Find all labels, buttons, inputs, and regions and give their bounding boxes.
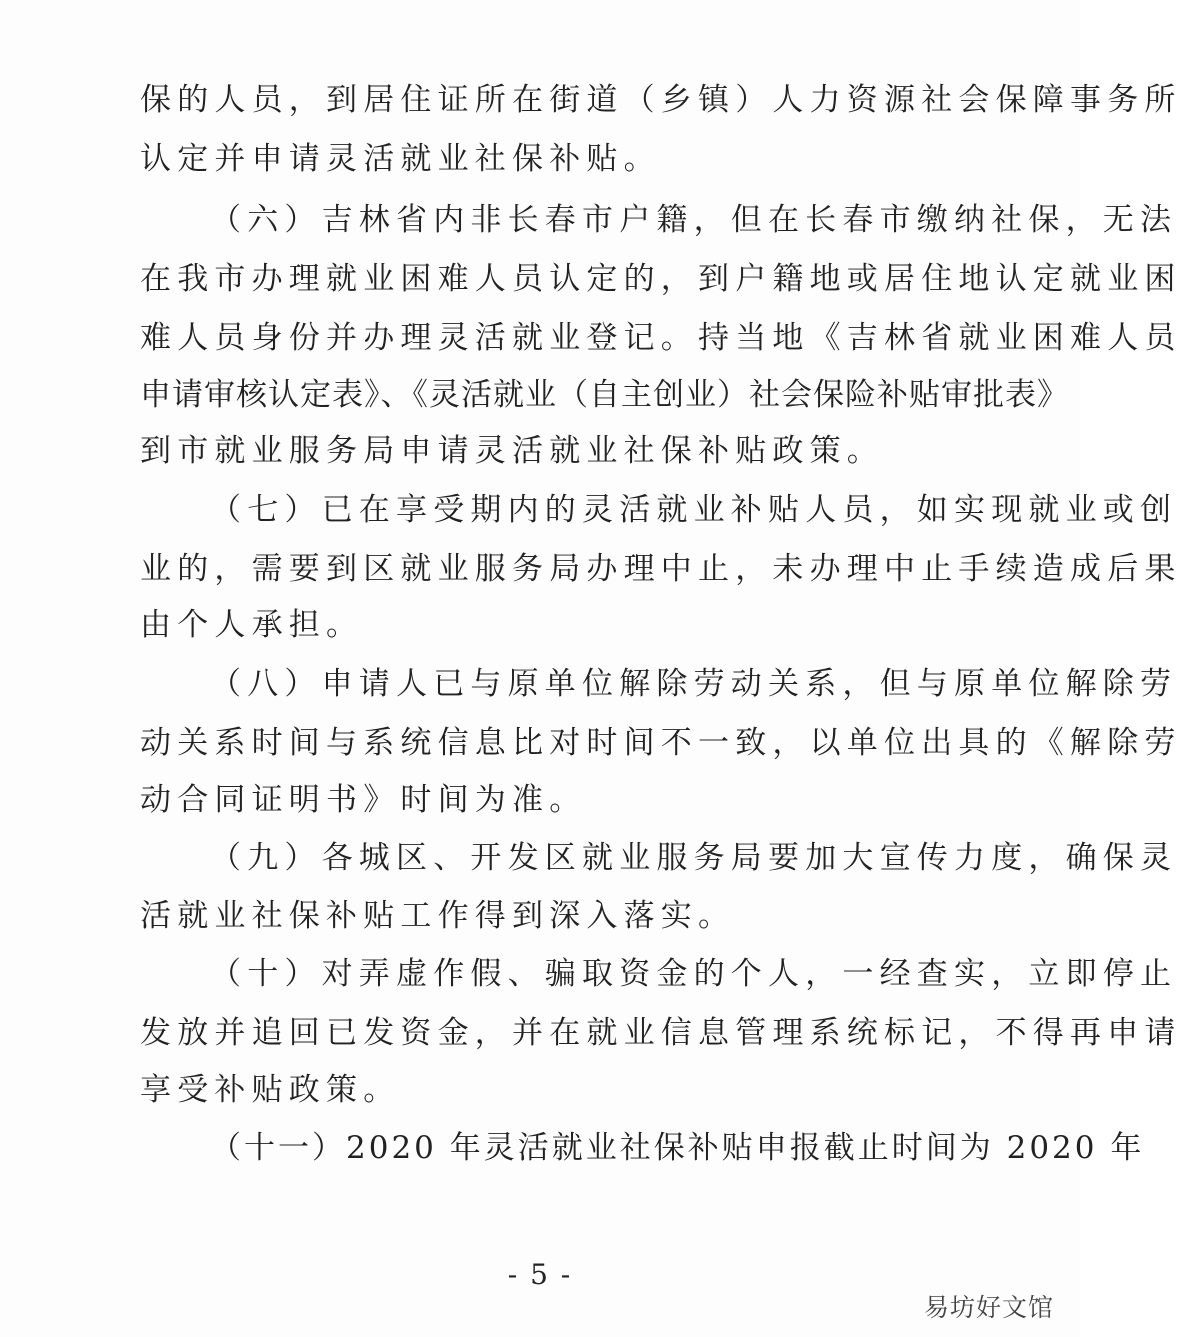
paragraph-start-line: （九）各城区、开发区就业服务局要加大宣传力度，确保灵 xyxy=(210,840,1178,876)
paragraph-start-line: （十一）2020 年灵活就业社保补贴申报截止时间为 2020 年 xyxy=(210,1130,1145,1166)
text-line: 认定并申请灵活就业社保补贴。 xyxy=(140,141,661,177)
text-line: 到市就业服务局申请灵活就业社保补贴政策。 xyxy=(140,433,884,469)
paragraph-start-line: （七）已在享受期内的灵活就业补贴人员，如实现就业或创 xyxy=(210,492,1178,528)
text-line: 发放并追回已发资金，并在就业信息管理系统标记，不得再申请 xyxy=(140,1015,1182,1051)
text-line: 保的人员，到居住证所在街道（乡镇）人力资源社会保障事务所 xyxy=(140,82,1182,118)
text-line: 动关系时间与系统信息比对时间不一致，以单位出具的《解除劳 xyxy=(140,725,1182,761)
text-line: 享受补贴政策。 xyxy=(140,1072,401,1108)
text-line: 业的，需要到区就业服务局办理中止，未办理中止手续造成后果 xyxy=(140,551,1182,587)
paragraph-start-line: （八）申请人已与原单位解除劳动关系，但与原单位解除劳 xyxy=(210,666,1178,702)
text-line: 活就业社保补贴工作得到深入落实。 xyxy=(140,898,736,934)
text-line: 动合同证明书》时间为准。 xyxy=(140,782,587,818)
text-line: 在我市办理就业困难人员认定的，到户籍地或居住地认定就业困 xyxy=(140,261,1182,297)
paragraph-start-line: （十）对弄虚作假、骗取资金的个人，一经查实，立即停止 xyxy=(210,956,1178,992)
text-line: 由个人承担。 xyxy=(140,607,364,643)
text-line: 难人员身份并办理灵活就业登记。持当地《吉林省就业困难人员 xyxy=(140,320,1182,356)
paragraph-start-line: （六）吉林省内非长春市户籍，但在长春市缴纳社保，无法 xyxy=(210,202,1178,238)
text-line: 申请审核认定表》、《灵活就业（自主创业）社会保险补贴审批表》 xyxy=(140,377,1069,413)
page-number: - 5 - xyxy=(507,1258,573,1291)
watermark: 易坊好文馆 xyxy=(923,1293,1054,1322)
